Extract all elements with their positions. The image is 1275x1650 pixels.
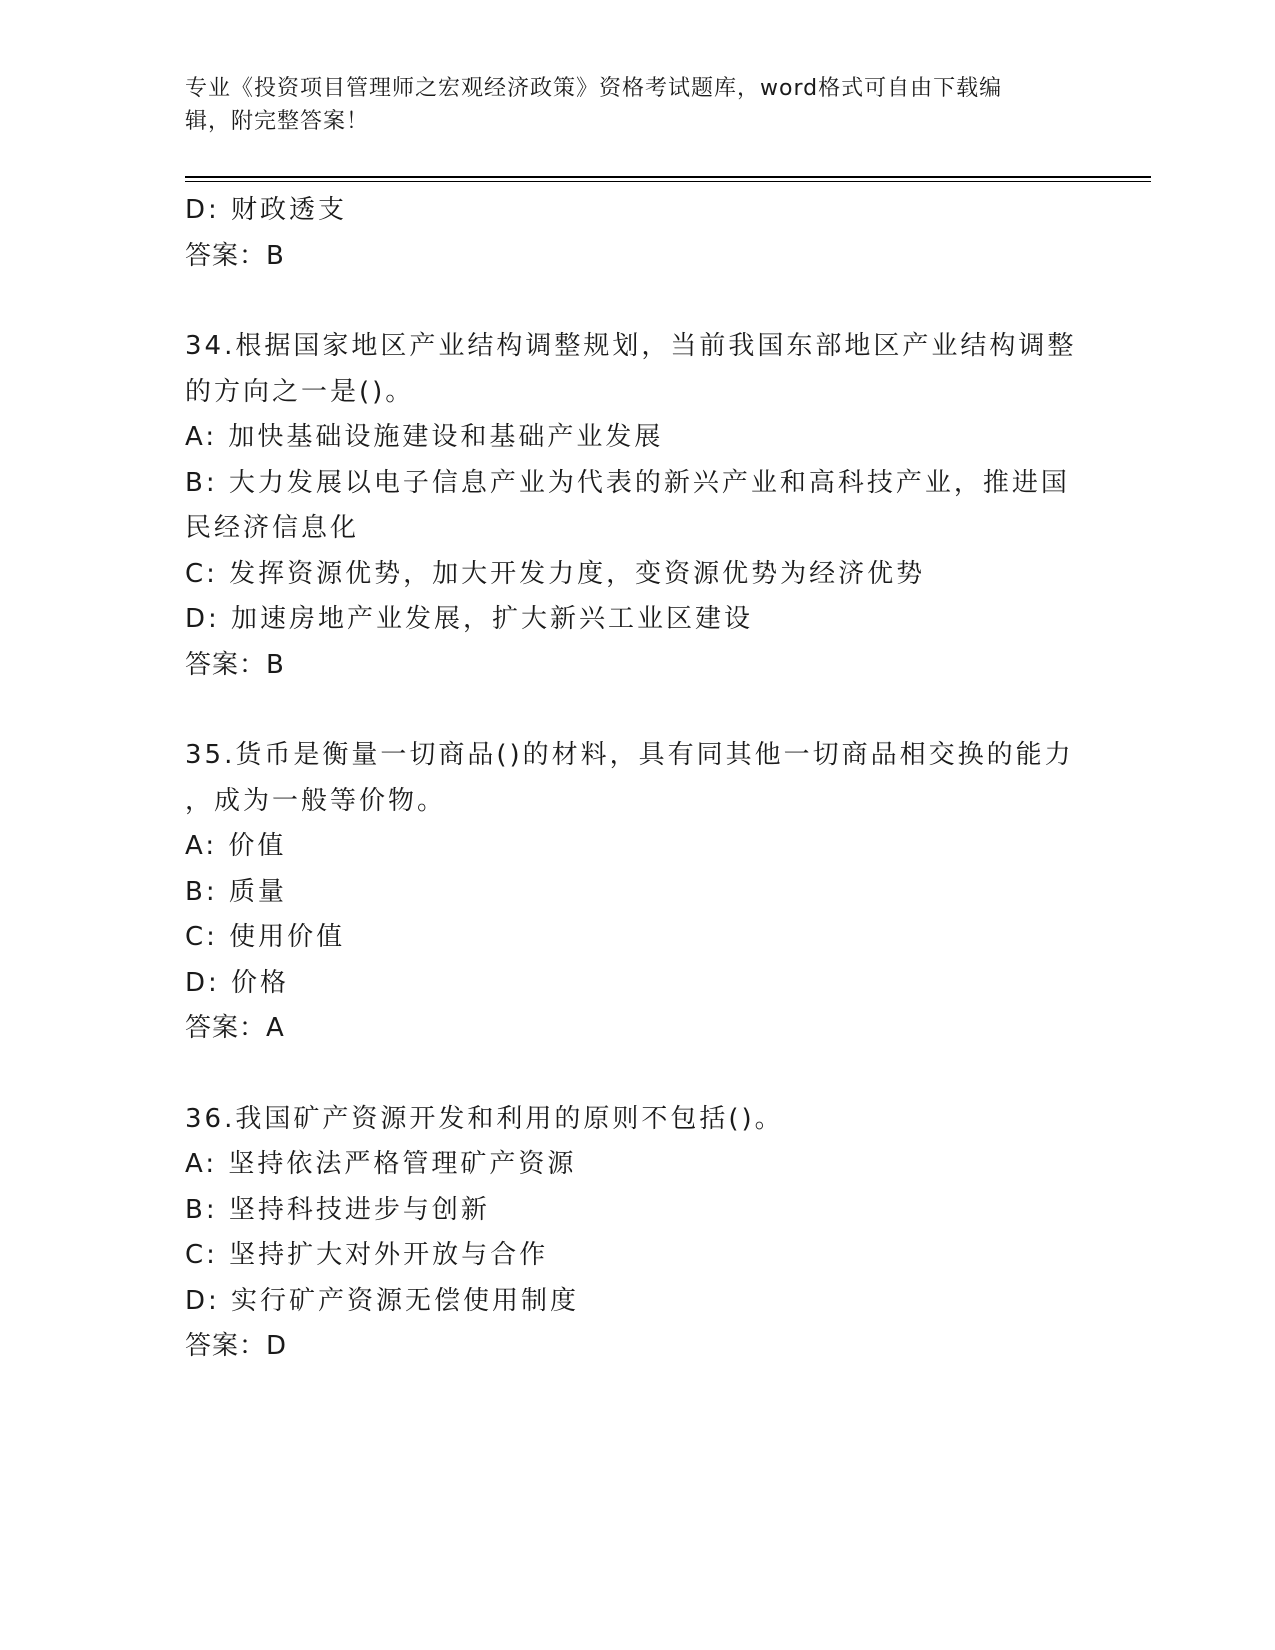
question-stem: 的方向之一是()。 (185, 376, 415, 407)
option-d: D: 实行矿产资源无偿使用制度 (185, 1285, 580, 1316)
question-stem: ，成为一般等价物。 (185, 785, 447, 816)
header-rule-thick (185, 176, 1151, 178)
question-35 (185, 733, 1085, 1052)
option-b-continued: 民经济信息化 (185, 513, 360, 543)
option-c: C: 使用价值 (185, 922, 346, 952)
option-d: D: 财政透支 (185, 195, 348, 225)
question-content (185, 188, 1085, 1370)
option-b: B: 质量 (185, 876, 287, 907)
question-36 (185, 1097, 1085, 1370)
option-c: C: 坚持扩大对外开放与合作 (185, 1240, 549, 1270)
question-stem: 36.我国矿产资源开发和利用的原则不包括()。 (185, 1103, 784, 1134)
question-stem: 34.根据国家地区产业结构调整规划，当前我国东部地区产业结构调整 (185, 331, 1077, 361)
answer-line: 答案：D (185, 1331, 288, 1361)
option-b: B: 坚持科技进步与创新 (185, 1194, 490, 1225)
option-a: A: 价值 (185, 831, 287, 861)
previous-question-tail (185, 188, 1085, 279)
option-d: D: 价格 (185, 967, 290, 998)
option-d: D: 加速房地产业发展，扩大新兴工业区建设 (185, 604, 754, 634)
question-34 (185, 324, 1085, 688)
header-rule-thin (185, 181, 1151, 182)
question-stem: 35.货币是衡量一切商品()的材料，具有同其他一切商品相交换的能力 (185, 740, 1074, 770)
header-line-1: 专业《投资项目管理师之宏观经济政策》资格考试题库，word格式可自由下载编 (185, 76, 1003, 101)
option-c: C: 发挥资源优势，加大开发力度，变资源优势为经济优势 (185, 558, 926, 589)
answer-line: 答案：A (185, 1013, 285, 1043)
document-header (185, 72, 1065, 138)
option-a: A: 坚持依法严格管理矿产资源 (185, 1149, 577, 1179)
option-a: A: 加快基础设施建设和基础产业发展 (185, 422, 664, 452)
answer-line: 答案：B (185, 649, 285, 680)
header-line-2: 辑，附完整答案！ (185, 109, 370, 134)
answer-line: 答案：B (185, 240, 285, 271)
option-b: B: 大力发展以电子信息产业为代表的新兴产业和高科技产业，推进国 (185, 467, 1070, 498)
